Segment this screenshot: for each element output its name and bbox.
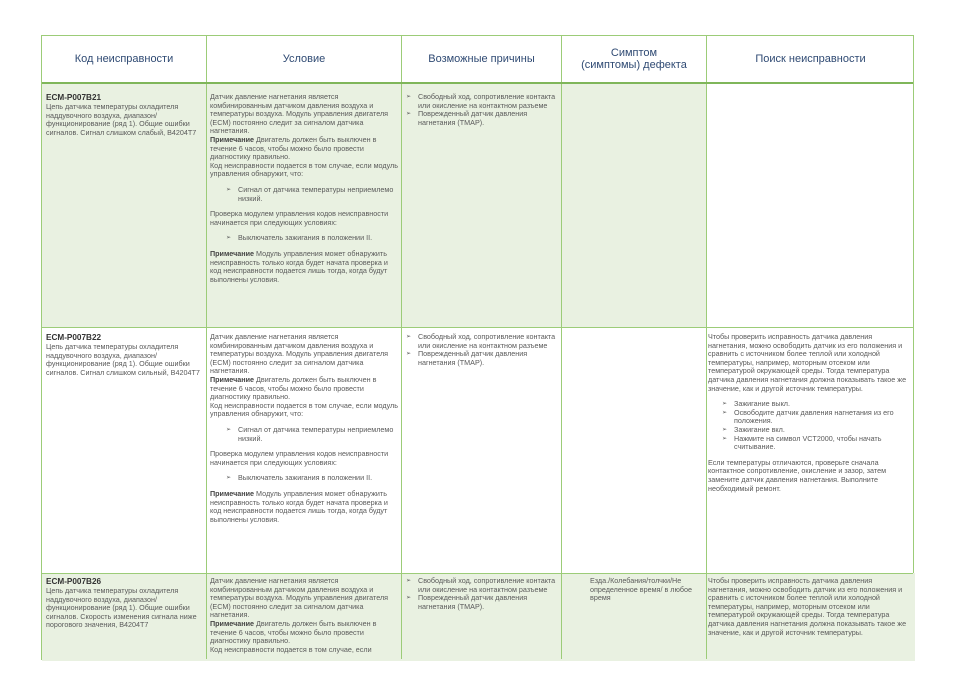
list-item: ➢ Освободите датчик давления нагнетания из его положения. [722, 407, 894, 426]
condition-note: Примечание Модуль управления может обнаружить неисправность только когда будет начата проверка и код неисправности подается лишь тогда, когда будут выполнены условия. [210, 488, 388, 524]
condition-note: Примечание Модуль управления может обнаружить неисправность только когда будет начата проверка и код неисправности подается лишь тогда, когда будут выполнены условия. [210, 248, 388, 284]
arrow-bullet-icon: ➢ [226, 426, 232, 433]
condition-list [210, 474, 398, 483]
arrow-bullet-icon: ➢ [406, 334, 412, 340]
search-intro: Чтобы проверить исправность датчика давления нагнетания, можно освободить датчик из его положения и сравнить с источником более теплой или холодной температуры, например, моторным отсеком или температурой окружающей среды. Тогда температура датчика давления нагнетания должна показывать такое же значение, как и другой источник температуры. [708, 333, 907, 393]
search-steps [708, 400, 911, 452]
list-item: ➢ Зажигание вкл. [722, 424, 785, 434]
arrow-bullet-icon: ➢ [722, 401, 728, 408]
causes-list [404, 333, 559, 367]
fault-code: ECM-P007B26 [46, 577, 102, 586]
table-row-code-cell [46, 577, 202, 630]
arrow-bullet-icon: ➢ [722, 409, 728, 416]
list-item: ➢ Сигнал от датчика температуры неприемлемо низкий. [226, 424, 394, 443]
condition-cell [210, 577, 398, 659]
list-item: ➢ Поврежденный датчик давления нагнетания (TMAP). [406, 349, 528, 367]
arrow-bullet-icon: ➢ [406, 595, 412, 602]
column-divider [706, 36, 707, 659]
list-item: ➢ Нажмите на символ VCT2000, чтобы начать считывание. [722, 433, 882, 452]
list-item: ➢ Сигнал от датчика температуры неприемлемо низкий. [226, 184, 394, 203]
column-divider [206, 36, 207, 659]
causes-cell [404, 333, 559, 367]
condition-note: Примечание Двигатель должен быть выключен в течение 6 часов, чтобы можно было провести диагностику правильно. [210, 374, 377, 402]
note-text: Двигатель должен быть выключен в течение 6 часов, чтобы можно было провести диагностику правильно. [210, 134, 377, 162]
search-cell [708, 333, 911, 569]
arrow-bullet-icon: ➢ [226, 235, 232, 242]
condition-detect: Код неисправности подается в том случае, если модуль управления обнаружит, что: [210, 400, 398, 419]
fault-description: Цепь датчика температуры охладителя наддувочного воздуха, диапазон/функционирование (ряд 1). Общие ошибки сигналов. Сигнал слишком сильный, B4204T7 [46, 342, 200, 377]
search-cell: Чтобы проверить исправность датчика давления нагнетания, можно освободить датчик из его положения и сравнить с источником более теплой или холодной температуры, например, моторным отсеком или температурой окружающей среды. Тогда температура датчика давления нагнетания должна показывать такое же значение, как и другой источник температуры. [708, 577, 907, 637]
condition-intro: Датчик давление нагнетания является комбинированным датчиком давления воздуха и температуры воздуха. Модуль управления двигателя (ECM) постоянно следит за сигналом датчика нагнетания. [210, 333, 389, 376]
column-divider [401, 36, 402, 659]
header-code: Код неисправности [74, 53, 174, 65]
arrow-bullet-icon: ➢ [226, 186, 232, 193]
arrow-bullet-icon: ➢ [226, 475, 232, 482]
row-divider [42, 573, 913, 574]
arrow-bullet-icon: ➢ [406, 578, 412, 584]
fault-code: ECM-P007B21 [46, 93, 102, 102]
causes-cell [404, 93, 559, 127]
list-item: ➢ Выключатель зажигания в положении II. [226, 233, 373, 243]
row-divider [42, 327, 913, 328]
column-divider [561, 36, 562, 659]
arrow-bullet-icon: ➢ [406, 111, 412, 118]
fault-description: Цепь датчика температуры охладителя наддувочного воздуха, диапазон/функционирование (ряд 1). Общие ошибки сигналов. Скорость изменения сигнала ниже порогового значения, B4204T7 [46, 586, 197, 630]
condition-start: Проверка модулем управления кодов неисправности начинается при следующих условиях: [210, 449, 389, 467]
header-condition: Условие [282, 53, 326, 65]
arrow-bullet-icon: ➢ [722, 435, 728, 442]
fault-code: ECM-P007B22 [46, 333, 102, 342]
condition-cell [210, 333, 398, 569]
table-header [42, 36, 913, 84]
table-row-code-cell [46, 333, 202, 377]
causes-list [404, 93, 559, 127]
list-item: ➢ Свободный ход, сопротивление контакта или окисление на контактном разъеме [406, 577, 556, 594]
list-item: ➢ Поврежденный датчик давления нагнетания (TMAP). [406, 593, 528, 611]
condition-start: Проверка модулем управления кодов неисправности начинается при следующих условиях: [210, 209, 389, 227]
condition-intro: Датчик давление нагнетания является комбинированным датчиком давления воздуха и температуры воздуха. Модуль управления двигателя (ECM) постоянно следит за сигналом датчика нагнетания. [210, 577, 389, 620]
causes-list [404, 577, 559, 611]
condition-list [210, 426, 398, 443]
header-causes: Возможные причины [428, 53, 535, 65]
arrow-bullet-icon: ➢ [722, 426, 728, 433]
list-item: ➢ Свободный ход, сопротивление контакта или окисление на контактном разъеме [406, 93, 556, 110]
table-row-code-cell [46, 93, 202, 137]
condition-note: Примечание Двигатель должен быть выключен в течение 6 часов, чтобы можно было провести диагностику правильно. [210, 618, 377, 646]
fault-code-table [41, 35, 914, 660]
header-symptom: Симптом (симптомы) дефекта [581, 47, 687, 71]
condition-detect: Код неисправности подается в том случае, если модуль управления обнаружит, что: [210, 160, 398, 179]
header-search: Поиск неисправности [755, 53, 866, 65]
condition-list [210, 234, 398, 243]
condition-intro: Датчик давление нагнетания является комбинированным датчиком давления воздуха и температуры воздуха. Модуль управления двигателя (ECM) постоянно следит за сигналом датчика нагнетания. [210, 93, 389, 136]
condition-note [210, 136, 398, 162]
list-item: ➢ Зажигание выкл. [722, 399, 791, 409]
causes-cell [404, 577, 559, 611]
condition-list [210, 186, 398, 203]
condition-cell [210, 93, 398, 325]
arrow-bullet-icon: ➢ [406, 351, 412, 358]
condition-detect: Код неисправности подается в том случае, если [210, 644, 372, 654]
list-item: ➢ Выключатель зажигания в положении II. [226, 473, 373, 483]
fault-description: Цепь датчика температуры охладителя наддувочного воздуха, диапазон/функционирование (ряд 1). Общие ошибки сигналов. Сигнал слишком слабый, B4204T7 [46, 102, 197, 137]
note-label: Примечание [210, 134, 255, 144]
list-item: ➢ Свободный ход, сопротивление контакта или окисление на контактном разъеме [406, 333, 556, 350]
search-outro: Если температуры отличаются, проверьте сначала контактное сопротивление, окисление и зазор, затем замените датчик давления нагнетания. Выполните необходимый ремонт. [708, 457, 887, 493]
list-item: ➢ Поврежденный датчик давления нагнетания (TMAP). [406, 109, 528, 127]
arrow-bullet-icon: ➢ [406, 94, 412, 100]
symptom-cell: Езда./Колебания/толчки/Не определенное время/ в любое время [590, 577, 692, 603]
